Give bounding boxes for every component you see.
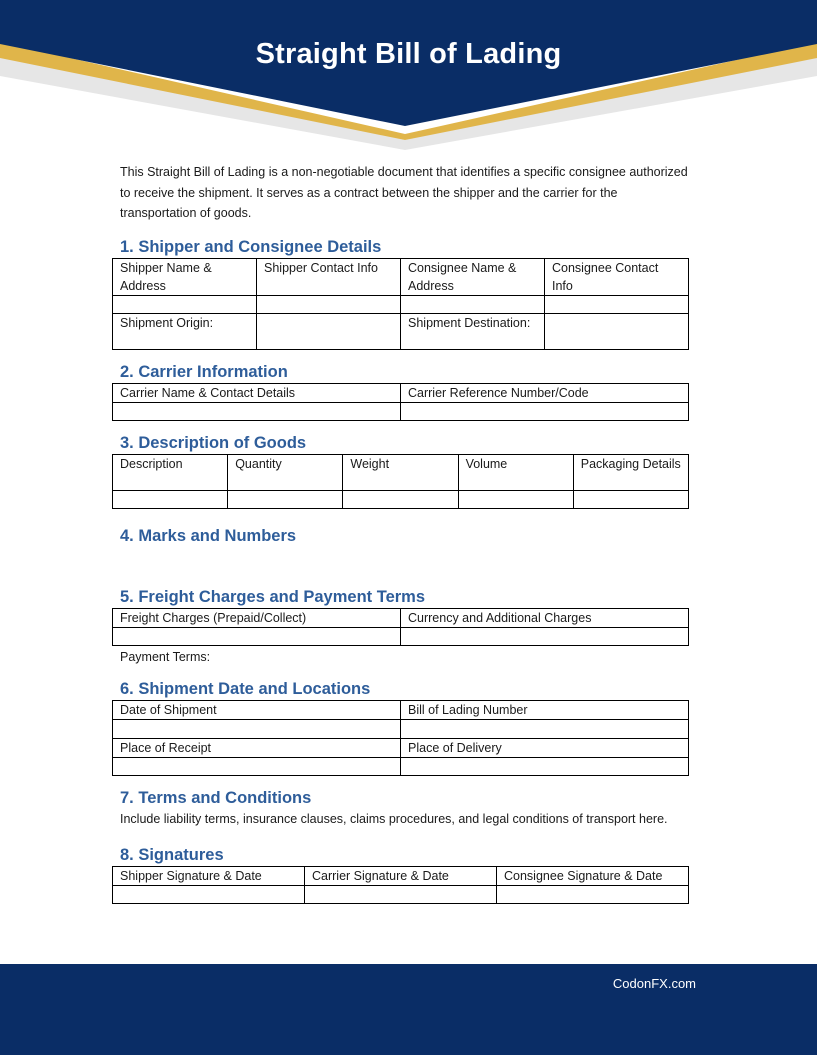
goods-description-field[interactable] [113, 490, 228, 508]
section-5-heading: 5. Freight Charges and Payment Terms [120, 587, 426, 606]
freight-table [112, 608, 689, 646]
bol-number-field[interactable] [401, 720, 689, 739]
goods-quantity-field[interactable] [228, 490, 343, 508]
freight-charges-label: Freight Charges (Prepaid/Collect) [113, 608, 401, 627]
consignee-contact-label: Consignee Contact Info [545, 258, 689, 295]
marks-numbers-area[interactable] [112, 547, 689, 586]
goods-column-header: Weight [343, 454, 458, 490]
consignee-name-label: Consignee Name & Address [401, 258, 545, 295]
goods-packaging-field[interactable] [573, 490, 688, 508]
goods-column-header: Volume [458, 454, 573, 490]
bol-number-label: Bill of Lading Number [401, 701, 689, 720]
carrier-reference-label: Carrier Reference Number/Code [401, 383, 689, 402]
place-of-receipt-label: Place of Receipt [113, 739, 401, 758]
section-2-heading: 2. Carrier Information [120, 362, 288, 381]
shipment-destination-label: Shipment Destination: [401, 313, 545, 349]
consignee-name-field[interactable] [401, 295, 545, 313]
section-1-heading: 1. Shipper and Consignee Details [120, 237, 382, 256]
carrier-name-field[interactable] [113, 402, 401, 420]
section-6-heading: 6. Shipment Date and Locations [120, 680, 371, 698]
footer-website: CodonFX.com [612, 976, 696, 991]
carrier-reference-field[interactable] [401, 402, 689, 420]
signatures-table [112, 866, 689, 904]
goods-table [112, 454, 689, 509]
shipper-signature-label: Shipper Signature & Date [113, 866, 305, 885]
goods-column-header: Description [113, 454, 228, 490]
shipment-origin-field[interactable] [257, 313, 401, 349]
shipper-contact-label: Shipper Contact Info [257, 258, 401, 295]
carrier-signature-field[interactable] [305, 885, 497, 903]
section-7-heading: 7. Terms and Conditions [120, 789, 312, 807]
footer-bar [0, 964, 817, 1055]
consignee-signature-field[interactable] [497, 885, 689, 903]
goods-column-header: Quantity [228, 454, 343, 490]
section-8-heading: 8. Signatures [120, 845, 224, 864]
header-chevron-graphic [0, 0, 817, 150]
place-of-receipt-field[interactable] [113, 758, 401, 776]
currency-charges-field[interactable] [401, 627, 689, 645]
carrier-signature-label: Carrier Signature & Date [305, 866, 497, 885]
terms-conditions-text: Include liability terms, insurance clauses, claims procedures, and legal conditions of transport here. [120, 812, 668, 826]
section-3-heading: 3. Description of Goods [120, 433, 307, 452]
intro-paragraph: This Straight Bill of Lading is a non-negotiable document that identifies a specific consignee authorized to receive the shipment. It serves as a contract between the shipper and the carrier for the transportation of goods. [120, 165, 688, 220]
shipper-contact-field[interactable] [257, 295, 401, 313]
shipper-signature-field[interactable] [113, 885, 305, 903]
consignee-signature-label: Consignee Signature & Date [497, 866, 689, 885]
shipment-date-field[interactable] [113, 720, 401, 739]
currency-charges-label: Currency and Additional Charges [401, 608, 689, 627]
carrier-table [112, 383, 689, 421]
shipment-destination-field[interactable] [545, 313, 689, 349]
section-4-heading: 4. Marks and Numbers [120, 526, 297, 545]
goods-weight-field[interactable] [343, 490, 458, 508]
shipment-date-table [112, 700, 689, 776]
consignee-contact-field[interactable] [545, 295, 689, 313]
document-body [112, 162, 689, 904]
place-of-delivery-field[interactable] [401, 758, 689, 776]
header-banner [0, 0, 817, 150]
shipper-name-label: Shipper Name & Address [113, 258, 257, 295]
document-title: Straight Bill of Lading [255, 38, 562, 70]
carrier-name-label: Carrier Name & Contact Details [113, 383, 401, 402]
shipper-name-field[interactable] [113, 295, 257, 313]
freight-charges-field[interactable] [113, 627, 401, 645]
place-of-delivery-label: Place of Delivery [401, 739, 689, 758]
shipper-consignee-table [112, 258, 689, 350]
goods-column-header: Packaging Details [573, 454, 688, 490]
shipment-origin-label: Shipment Origin: [113, 313, 257, 349]
goods-volume-field[interactable] [458, 490, 573, 508]
shipment-date-label: Date of Shipment [113, 701, 401, 720]
payment-terms-label: Payment Terms: [120, 649, 211, 664]
